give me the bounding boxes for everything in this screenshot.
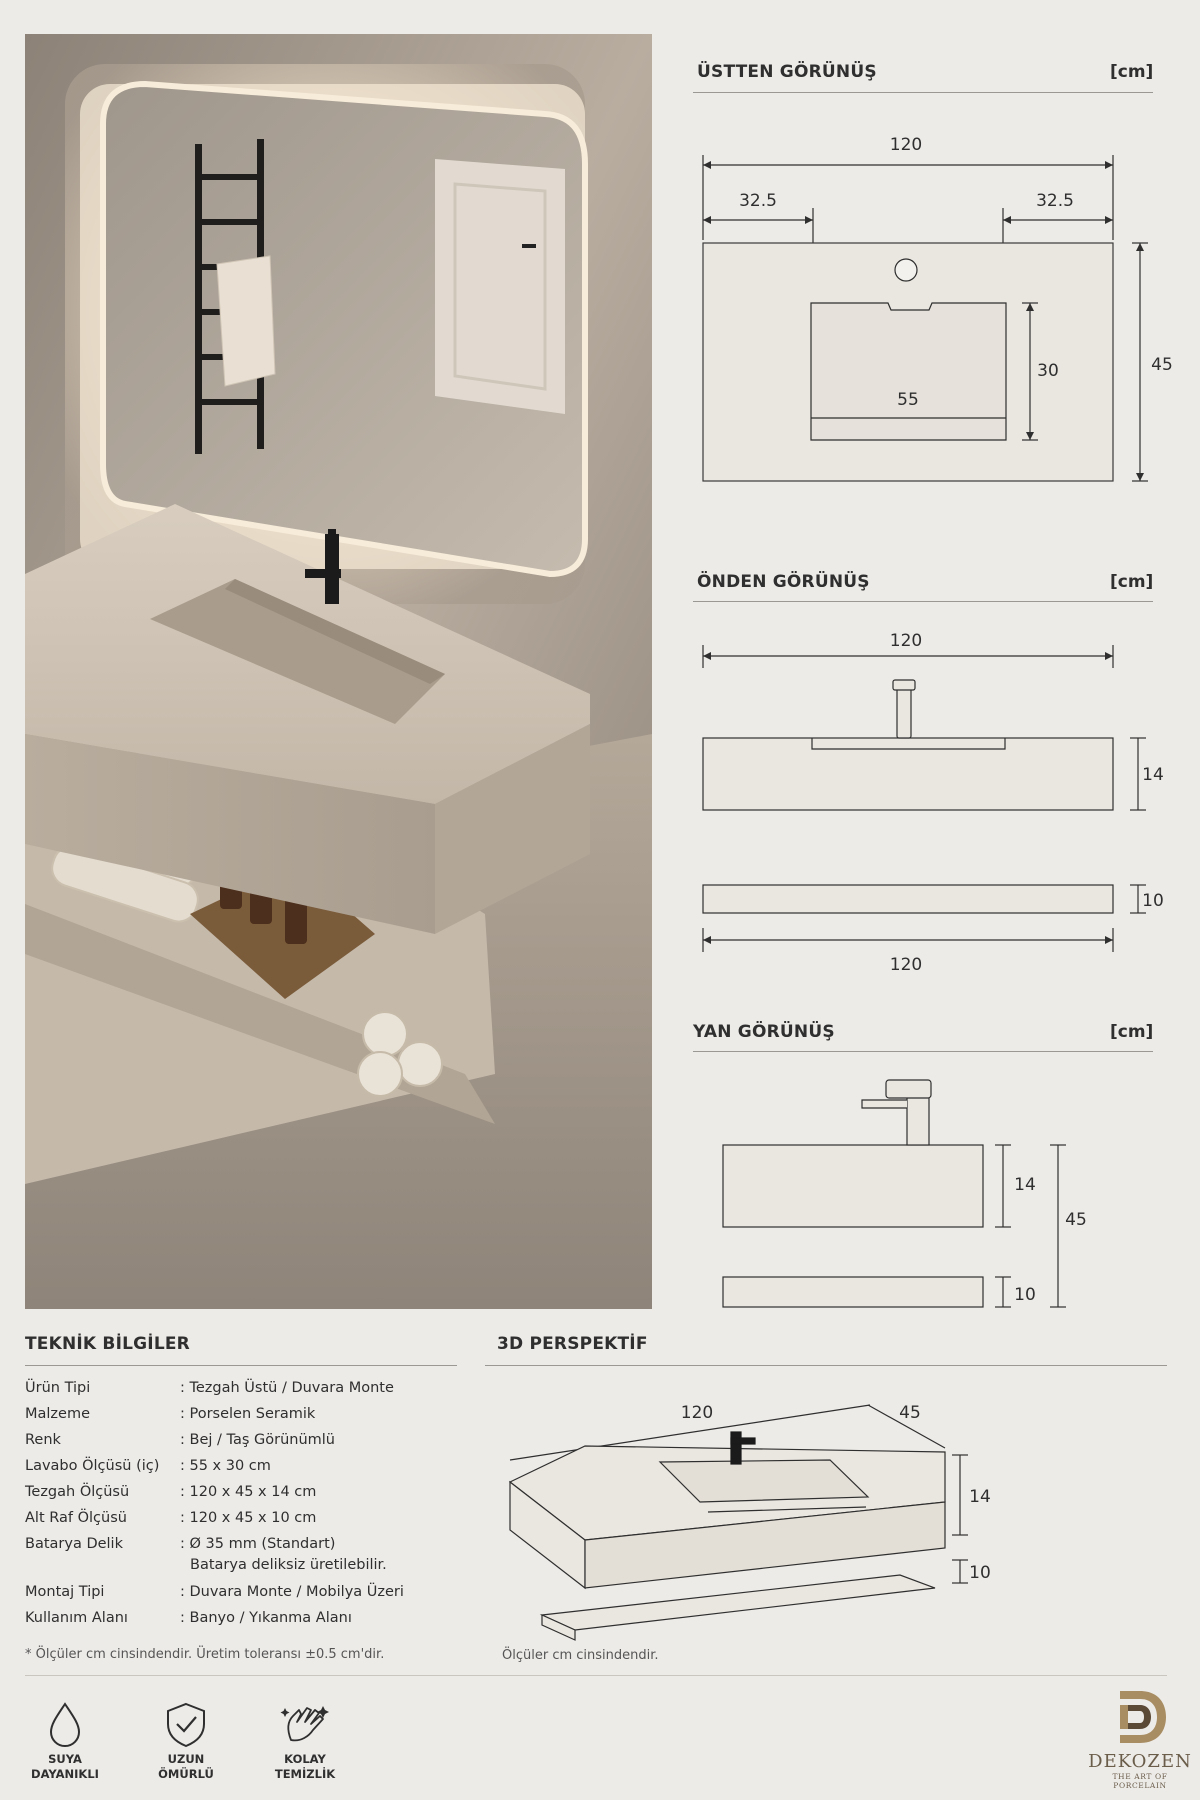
top-left-dim: 32.5 [739,191,777,211]
spec-row [25,1584,465,1610]
feature-label-line1: UZUN [167,1752,205,1766]
side-view-unit: [cm] [1110,1022,1154,1042]
top-view-title: ÜSTTEN GÖRÜNÜŞ [697,62,877,82]
shield-check-icon [146,1700,226,1748]
front-width-bottom-dim: 120 [889,955,923,975]
spec-label: Renk [25,1432,61,1448]
feature-label-line2: DAYANIKLI [31,1767,99,1781]
top-depth-dim: 45 [1151,355,1173,375]
specs-title: TEKNİK BİLGİLER [25,1334,190,1354]
perspective-title: 3D PERSPEKTİF [497,1334,648,1354]
specs-table [25,1380,465,1636]
spec-value: : Ø 35 mm (Standart) [180,1536,336,1552]
hand-wipe-icon [265,1700,345,1748]
specs-note: * Ölçüler cm cinsindendir. Üretim toleransı ±0.5 cm'dir. [25,1647,385,1662]
feature-easy-clean [265,1700,345,1782]
spec-row [25,1484,465,1510]
spec-label: Montaj Tipi [25,1584,105,1600]
spec-row [25,1432,465,1458]
brand-logo [1085,1685,1195,1790]
spec-value: Batarya deliksiz üretilebilir. [190,1557,387,1573]
feature-label-line2: ÖMÜRLÜ [158,1767,214,1781]
top-view-unit: [cm] [1110,62,1154,82]
spec-value: : 120 x 45 x 10 cm [180,1510,317,1526]
top-width-dim: 120 [889,135,923,155]
spec-value: : Tezgah Üstü / Duvara Monte [180,1380,394,1396]
top-basin-width-dim: 55 [897,390,919,410]
spec-label: Tezgah Ölçüsü [25,1484,130,1500]
perspective-note: Ölçüler cm cinsindendir. [502,1648,659,1663]
front-shelf-height-dim: 10 [1142,891,1164,911]
spec-value: : Bej / Taş Görünümlü [180,1432,335,1448]
spec-label: Ürün Tipi [25,1380,91,1396]
side-total-height-dim: 45 [1065,1210,1087,1230]
spec-row [25,1510,465,1536]
persp-shelf-height-dim: 10 [969,1563,991,1583]
front-width-top-dim: 120 [889,631,923,651]
spec-value: : 120 x 45 x 14 cm [180,1484,317,1500]
spec-label: Malzeme [25,1406,91,1422]
top-basin-depth-dim: 30 [1037,361,1059,381]
side-counter-height-dim: 14 [1014,1175,1036,1195]
specs-divider [25,1365,457,1366]
front-counter-height-dim: 14 [1142,765,1164,785]
spec-label: Lavabo Ölçüsü (iç) [25,1458,160,1474]
spec-label: Alt Raf Ölçüsü [25,1510,127,1526]
spec-row [25,1380,465,1406]
top-right-dim: 32.5 [1036,191,1074,211]
spec-value: : Banyo / Yıkanma Alanı [180,1610,352,1626]
feature-water-resistant [25,1700,105,1782]
spec-row [25,1557,465,1584]
spec-value: : Duvara Monte / Mobilya Üzeri [180,1584,404,1600]
spec-row [25,1458,465,1484]
persp-counter-height-dim: 14 [969,1487,991,1507]
spec-label: Batarya Delik [25,1536,123,1552]
front-view-unit: [cm] [1110,572,1154,592]
spec-row [25,1406,465,1432]
spec-row [25,1610,465,1636]
side-shelf-height-dim: 10 [1014,1285,1036,1305]
spec-value: : 55 x 30 cm [180,1458,271,1474]
spec-row [25,1536,465,1557]
spec-label: Kullanım Alanı [25,1610,128,1626]
feature-long-life [146,1700,226,1782]
brand-name: DEKOZEN [1088,1751,1192,1772]
feature-label-line2: TEMİZLİK [274,1767,336,1781]
persp-depth-dim: 45 [899,1403,921,1423]
front-view-divider [693,601,1153,602]
spec-value: : Porselen Seramik [180,1406,316,1422]
dekozen-logo-icon [1110,1685,1170,1747]
side-view-divider [693,1051,1153,1052]
side-view-title: YAN GÖRÜNÜŞ [693,1022,835,1042]
perspective-divider [485,1365,1167,1366]
persp-width-dim: 120 [680,1403,714,1423]
brand-tagline: THE ART OF PORCELAIN [1112,1772,1168,1790]
front-view-title: ÖNDEN GÖRÜNÜŞ [697,572,870,592]
water-drop-icon [25,1700,105,1748]
feature-label-line1: KOLAY [284,1752,326,1766]
footer-divider [25,1675,1167,1676]
feature-label-line1: SUYA [48,1752,82,1766]
